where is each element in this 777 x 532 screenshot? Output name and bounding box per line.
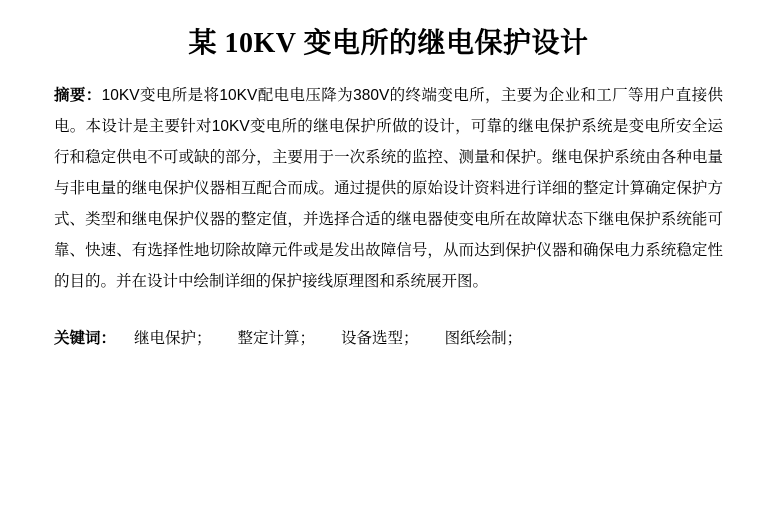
keywords-row (54, 323, 723, 354)
page-title: 某 10KV 变电所的继电保护设计 (188, 28, 589, 59)
keywords-section (54, 323, 723, 354)
keyword-item: 继电保护； (134, 330, 212, 348)
keywords-label: 关键词： (54, 330, 117, 348)
keyword-item: 设备选型； (341, 330, 419, 348)
abstract-label: 摘要： (54, 87, 102, 105)
keyword-item: 整定计算； (237, 330, 316, 348)
abstract-section (54, 80, 723, 297)
keyword-item: 图纸绘制； (444, 330, 523, 348)
abstract-text: 10KV变电所是将10KV配电电压降为380V的终端变电所，主要为企业和工厂等用户直接供电。本设计是主要针对10KV变电所的继电保护所做的设计，可靠的继电保护系统是变电所安全运行和稳定供电不可或缺的部分，主要用于一次系统的监控、测量和保护。继电保护系统由各种电量与非电量的继电保护仪器相互配合而成。通过提供的原始设计资料进行详细的整定计算确定保护方式、类型和继电保护仪器的整定值，并选择合适的继电器使变电所在故障状态下继电保护系统能可靠、快速、有选择性地切除故障元件或是发出故障信号，从而达到保护仪器和确保电力系统稳定性的目的。并在设计中绘制详细的保护接线原理图和系统展开图。 (54, 87, 723, 291)
